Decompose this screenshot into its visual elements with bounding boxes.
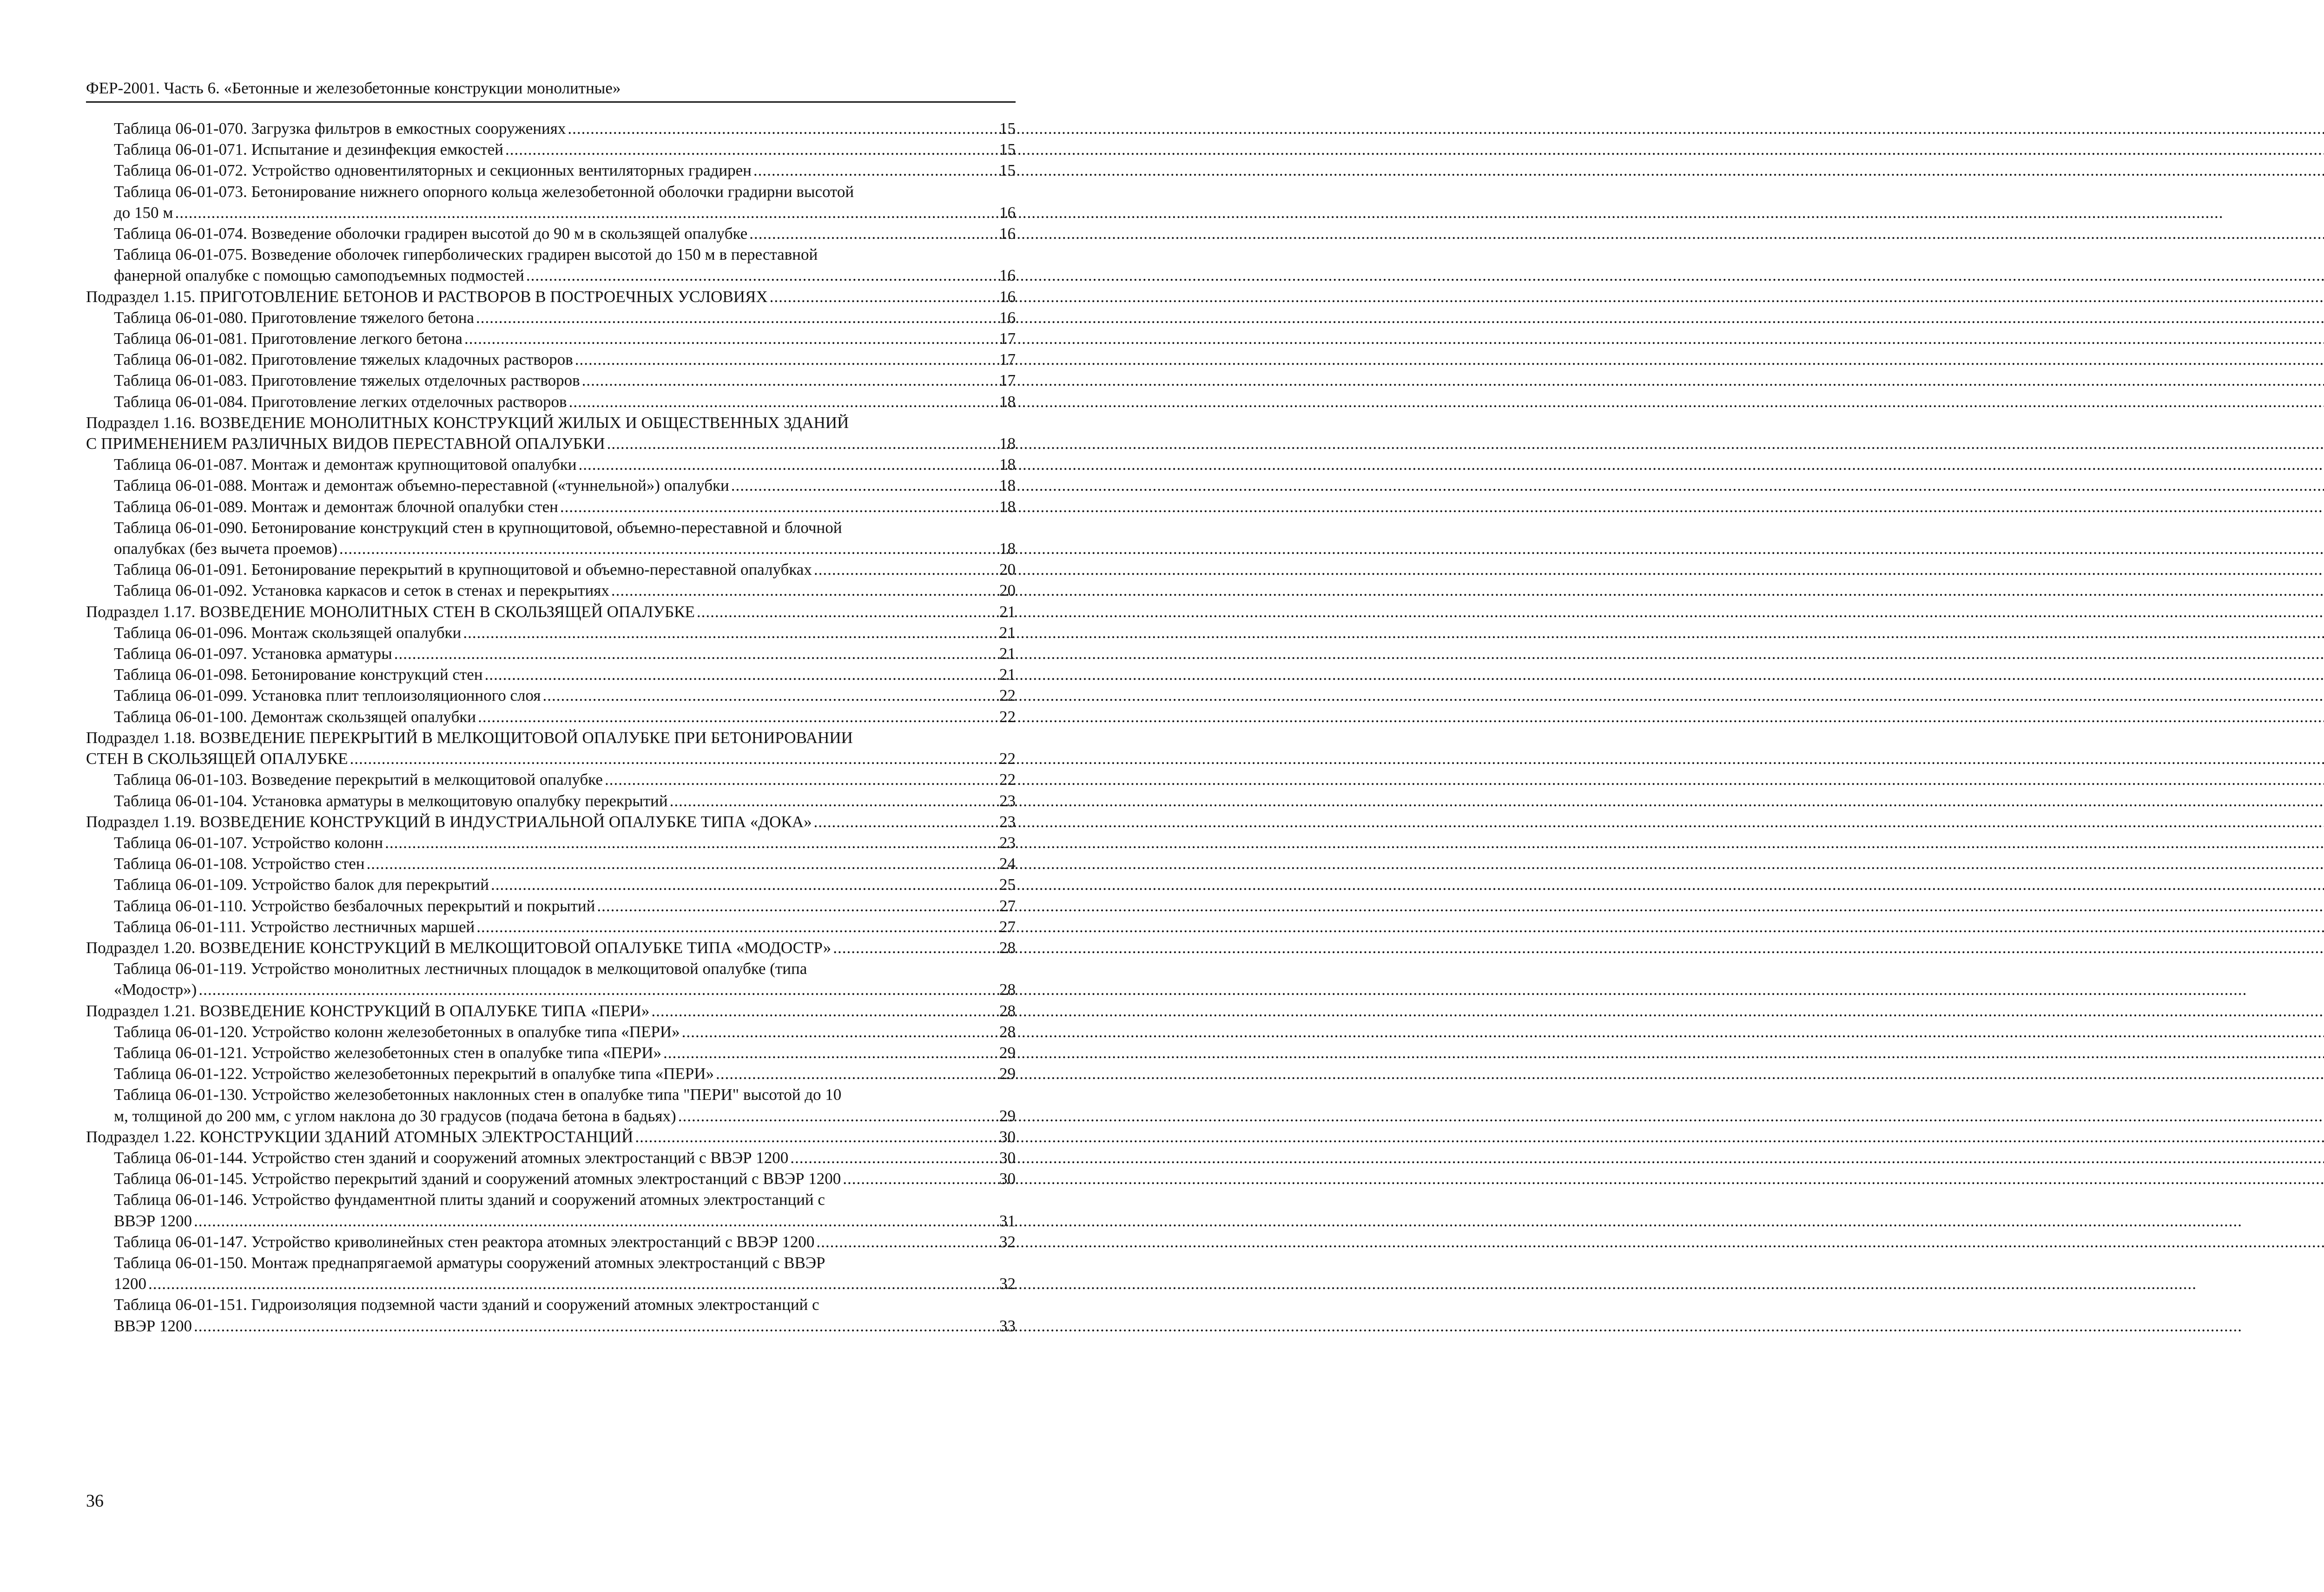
toc-entry-title: Подраздел 1.20. ВОЗВЕДЕНИЕ КОНСТРУКЦИЙ В МЕЛКОЩИТОВОЙ ОПАЛУБКЕ ТИПА «МОДОСТР» [86,938,832,957]
toc-table-entry [86,139,1016,160]
toc-entry-title: Таблица 06-01-144. Устройство стен зданий и сооружений атомных электростанций с ВВЭР 1200 [114,1148,789,1167]
dot-leader [394,643,994,664]
toc-table-entry [86,580,1016,601]
toc-entry-line [114,139,1016,160]
toc-entry-line [114,1021,1016,1042]
toc-table-entry [86,328,1016,349]
toc-entry-title: Таблица 06-01-089. Монтаж и демонтаж блочной опалубки стен [114,497,558,516]
toc-entry-title: Подраздел 1.21. ВОЗВЕДЕНИЕ КОНСТРУКЦИЙ В ОПАЛУБКЕ ТИПА «ПЕРИ» [86,1001,650,1020]
toc-table-entry [86,916,1016,937]
toc-entry-line [86,748,1016,769]
dot-leader [651,1000,994,1021]
toc-table-entry [86,391,1016,412]
toc-page-number: 16 [999,287,1016,306]
toc-page-number: 23 [999,791,1016,810]
dot-leader [463,622,994,643]
dot-leader [198,979,994,1000]
toc-entry-title: Таблица 06-01-108. Устройство стен [114,855,365,873]
toc-subsection-entry [86,811,1016,832]
toc-page-number: 28 [999,1022,1016,1041]
toc-entry-line [114,1210,1016,1231]
toc-entry-title: Таблица 06-01-088. Монтаж и демонтаж объемно-переставной («туннельной») опалубки [114,476,729,495]
dot-leader [578,454,994,475]
dot-leader [749,223,994,244]
toc-entry-title: Таблица 06-01-071. Испытание и дезинфекция емкостей [114,140,504,159]
toc-entry-line [114,307,1016,328]
toc-page-number: 28 [999,1001,1016,1020]
toc-table-entry [86,769,1016,790]
dot-leader [175,202,994,223]
toc-entry-title: фанерной опалубке с помощью самоподъемных подмостей [114,266,524,285]
toc-page-number: 16 [999,224,1016,243]
toc-page-number: 18 [999,476,1016,495]
toc-table-entry [86,1084,1016,1126]
toc-entry-title: Таблица 06-01-092. Установка каркасов и сеток в стенах и перекрытиях [114,581,609,600]
dot-leader [575,349,994,370]
toc-page-number: 17 [999,371,1016,390]
toc-entry-line [114,1147,1016,1168]
toc-entry-title: Таблица 06-01-082. Приготовление тяжелых кладочных растворов [114,350,573,369]
toc-entry-line [86,286,1016,307]
toc-entry-title: Таблица 06-01-080. Приготовление тяжелого бетона [114,308,475,327]
toc-entry-title: ВВЭР 1200 [114,1211,192,1230]
toc-entry-line [114,916,1016,937]
toc-page-number: 16 [999,308,1016,327]
toc-entry-title: опалубках (без вычета проемов) [114,539,337,558]
dot-leader [682,1021,994,1042]
toc-entry-title: Таблица 06-01-120. Устройство колонн железобетонных в опалубке типа «ПЕРИ» [114,1022,680,1041]
dot-leader [476,307,994,328]
toc-entry-title: Таблица 06-01-084. Приготовление легких отделочных растворов [114,392,567,411]
toc-table-entry [86,853,1016,874]
toc-entry-line [86,1126,1016,1147]
toc-entry-line: Таблица 06-01-119. Устройство монолитных лестничных площадок в мелкощитовой опалубке (типа [114,960,807,978]
toc-table-entry [86,475,1016,496]
toc-page-number: 21 [999,645,1016,663]
toc-entry-line [114,1316,1016,1336]
toc-entry-line [114,706,1016,727]
toc-entry-title: Подраздел 1.17. ВОЗВЕДЕНИЕ МОНОЛИТНЫХ СТЕН В СКОЛЬЗЯЩЕЙ ОПАЛУБКЕ [86,602,695,621]
toc-page-number: 28 [999,980,1016,999]
toc-entry-title: С ПРИМЕНЕНИЕМ РАЗЛИЧНЫХ ВИДОВ ПЕРЕСТАВНОЙ ОПАЛУБКИ [86,434,605,453]
toc-entry-line [114,202,1016,223]
toc-page-number: 31 [999,1211,1016,1230]
toc-entry-title: Таблица 06-01-103. Возведение перекрытий в мелкощитовой опалубке [114,770,603,789]
running-header: ФЕР-2001. Часть 6. «Бетонные и железобетонные конструкции монолитные» [86,78,1016,103]
toc-entry-line [114,475,1016,496]
toc-page-number: 20 [999,581,1016,600]
toc-page-number: 18 [999,434,1016,453]
dot-leader [753,160,994,181]
toc-table-entry [86,664,1016,685]
toc-entry-line [114,1231,1016,1252]
toc-page-number: 30 [999,1170,1016,1188]
toc-page-number: 23 [999,812,1016,831]
toc-entry-title: СТЕН В СКОЛЬЗЯЩЕЙ ОПАЛУБКЕ [86,750,348,768]
toc-entry-line [86,1000,1016,1021]
toc-table-entry [86,496,1016,517]
toc-table-entry [86,517,1016,559]
toc-page-number: 27 [999,896,1016,915]
toc-page-number: 32 [999,1232,1016,1251]
toc-entry-line: Подраздел 1.16. ВОЗВЕДЕНИЕ МОНОЛИТНЫХ КОНСТРУКЦИЙ ЖИЛЫХ И ОБЩЕСТВЕННЫХ ЗДАНИЙ [86,413,849,432]
toc-page-number: 17 [999,329,1016,348]
toc-table-entry [86,1294,1016,1336]
dot-leader [716,1063,994,1084]
dot-leader [790,1147,994,1168]
dot-leader [770,286,994,307]
toc-page-number: 21 [999,623,1016,642]
toc-page-number: 25 [999,875,1016,894]
toc-entry-title: Таблица 06-01-074. Возведение оболочки градирен высотой до 90 м в скользящей опалубке [114,224,748,243]
toc-entry-line: Таблица 06-01-150. Монтаж преднапрягаемой арматуры сооружений атомных электростанций с ВВЭР [114,1253,825,1272]
dot-leader [814,559,994,580]
toc-entry-line [114,790,1016,811]
toc-entry-line [114,769,1016,790]
toc-table-entry [86,307,1016,328]
toc-entry-line [114,1063,1016,1084]
toc-entry-line [114,160,1016,181]
toc-entry-line [114,664,1016,685]
toc-entry-line [114,328,1016,349]
toc-entry-line [114,895,1016,916]
toc-entry-line [114,622,1016,643]
toc-entry-line [114,118,1016,139]
toc-entry-line: Таблица 06-01-151. Гидроизоляция подземной части зданий и сооружений атомных электростанций с [114,1296,819,1314]
toc-entry-line [114,1105,1016,1126]
toc-entry-line [114,832,1016,853]
toc-page-number: 15 [999,119,1016,138]
toc-subsection-entry [86,1000,1016,1021]
page-number: 36 [86,1491,104,1511]
toc-page-number: 15 [999,140,1016,159]
toc-entry-title: м, толщиной до 200 мм, с углом наклона до 30 градусов (подача бетона в бадьях) [114,1106,676,1125]
toc-entry-line [114,685,1016,706]
dot-leader [194,1210,994,1231]
toc-page-number: 17 [999,350,1016,369]
dot-leader [731,475,994,496]
toc-entry-line [114,370,1016,391]
toc-entry-title: Таблица 06-01-072. Устройство одновентиляторных и секционных вентиляторных градирен [114,161,752,180]
dot-leader [611,580,994,601]
dot-leader [526,265,994,286]
toc-entry-line [114,265,1016,286]
toc-page-number: 20 [999,560,1016,579]
toc-table-entry [86,958,1016,1000]
toc-table-entry [86,706,1016,727]
toc-page-number: 30 [999,1148,1016,1167]
document-page [0,0,1098,1592]
dot-leader [476,916,994,937]
toc-entry-title: ВВЭР 1200 [114,1316,192,1335]
toc-page-number: 18 [999,497,1016,516]
toc-table-entry [86,790,1016,811]
toc-entry-line: Таблица 06-01-130. Устройство железобетонных наклонных стен в опалубке типа "ПЕРИ" высотой до 10 [114,1085,842,1104]
toc-table-entry [86,1231,1016,1252]
toc-entry-title: Таблица 06-01-109. Устройство балок для перекрытий [114,875,489,894]
toc-page-number: 22 [999,750,1016,768]
toc-entry-title: Подраздел 1.19. ВОЗВЕДЕНИЕ КОНСТРУКЦИЙ В ИНДУСТРИАЛЬНОЙ ОПАЛУБКЕ ТИПА «ДОКА» [86,812,812,831]
toc-subsection-entry [86,412,1016,454]
toc-entry-line [114,1168,1016,1189]
toc-entry-title: Таблица 06-01-098. Бетонирование конструкций стен [114,665,483,684]
toc-entry-line: Таблица 06-01-073. Бетонирование нижнего опорного кольца железобетонной оболочки градирни высотой [114,182,854,201]
toc-page-number: 18 [999,392,1016,411]
toc-table-entry [86,223,1016,244]
toc-table-entry [86,1252,1016,1294]
toc-page-number: 30 [999,1127,1016,1146]
toc-subsection-entry [86,1126,1016,1147]
toc-entry-title: Подраздел 1.22. КОНСТРУКЦИИ ЗДАНИЙ АТОМНЫХ ЭЛЕКТРОСТАНЦИЙ [86,1127,634,1146]
toc-entry-line: Таблица 06-01-075. Возведение оболочек гиперболических градирен высотой до 150 м в переставной [114,245,818,264]
toc-entry-line [114,853,1016,874]
toc-entry-line [86,811,1016,832]
toc-entry-line [114,1273,1016,1294]
toc-entry-line [114,496,1016,517]
toc-table-entry [86,622,1016,643]
toc-entry-line [86,433,1016,454]
toc-table-entry [86,1168,1016,1189]
toc-entry-title: Таблица 06-01-145. Устройство перекрытий зданий и сооружений атомных электростанций с ВВЭР 1200 [114,1170,841,1188]
toc-entry-title: Таблица 06-01-091. Бетонирование перекрытий в крупнощитовой и объемно-переставной опалубках [114,560,812,579]
toc-table-entry [86,244,1016,286]
dot-leader [678,1105,994,1126]
toc-table-entry [86,1063,1016,1084]
toc-table-entry [86,118,1016,139]
toc-page-number: 18 [999,539,1016,558]
toc-table-entry [86,349,1016,370]
dot-leader [816,1231,994,1252]
toc-table-entry [86,160,1016,181]
toc-page-number: 28 [999,938,1016,957]
toc-entry-title: Таблица 06-01-107. Устройство колонн [114,833,383,852]
dot-leader [697,601,994,622]
toc-entry-title: Таблица 06-01-121. Устройство железобетонных стен в опалубке типа «ПЕРИ» [114,1043,662,1062]
toc-entry-title: Таблица 06-01-081. Приготовление легкого бетона [114,329,462,348]
dot-leader [560,496,994,517]
toc-entry-line [114,874,1016,895]
toc-page-number: 22 [999,686,1016,705]
toc-entry-line: Подраздел 1.18. ВОЗВЕДЕНИЕ ПЕРЕКРЫТИЙ В МЕЛКОЩИТОВОЙ ОПАЛУБКЕ ПРИ БЕТОНИРОВАНИИ [86,728,853,747]
toc-page-number: 24 [999,855,1016,873]
toc-entry-title: до 150 м [114,203,173,222]
dot-leader [464,328,994,349]
toc-entry-title: Таблица 06-01-100. Демонтаж скользящей опалубки [114,707,476,726]
dot-leader [635,1126,994,1147]
dot-leader [367,853,994,874]
toc-table-entry [86,1147,1016,1168]
toc-page-number: 22 [999,707,1016,726]
toc-page-number: 29 [999,1106,1016,1125]
toc-table-entry [86,559,1016,580]
toc-entry-line [114,223,1016,244]
dot-leader [843,1168,994,1189]
toc-subsection-entry [86,286,1016,307]
toc-entry-line: Таблица 06-01-090. Бетонирование конструкций стен в крупнощитовой, объемно-переставной и блочной [114,518,842,537]
toc-entry-title: Таблица 06-01-147. Устройство криволинейных стен реактора атомных электростанций с ВВЭР 1200 [114,1232,815,1251]
dot-leader [582,370,994,391]
dot-leader [605,769,994,790]
toc-table-entry [86,1042,1016,1063]
table-of-contents [86,118,1016,1336]
toc-table-entry [86,454,1016,475]
toc-entry-title: Таблица 06-01-083. Приготовление тяжелых отделочных растворов [114,371,580,390]
dot-leader [568,118,994,139]
toc-table-entry [86,895,1016,916]
toc-table-entry [86,832,1016,853]
toc-entry-title: Таблица 06-01-070. Загрузка фильтров в емкостных сооружениях [114,119,566,138]
toc-page-number: 27 [999,917,1016,936]
toc-entry-title: Подраздел 1.15. ПРИГОТОВЛЕНИЕ БЕТОНОВ И РАСТВОРОВ В ПОСТРОЕЧНЫХ УСЛОВИЯХ [86,287,768,306]
dot-leader [663,1042,994,1063]
dot-leader [350,748,994,769]
toc-page-number: 15 [999,161,1016,180]
dot-leader [670,790,994,811]
dot-leader [569,391,994,412]
toc-entry-line [86,937,1016,958]
toc-entry-line: Таблица 06-01-146. Устройство фундаментной плиты зданий и сооружений атомных электростанций с [114,1191,825,1209]
toc-table-entry [86,1189,1016,1231]
toc-page-number: 16 [999,203,1016,222]
toc-page-number: 33 [999,1316,1016,1335]
dot-leader [194,1316,994,1336]
dot-leader [491,874,994,895]
toc-entry-line [114,1042,1016,1063]
toc-entry-title: Таблица 06-01-110. Устройство безбалочных перекрытий и покрытий [114,896,595,915]
toc-entry-title: 1200 [114,1275,146,1293]
toc-table-entry [86,643,1016,664]
toc-table-entry [86,181,1016,223]
toc-entry-title: Таблица 06-01-087. Монтаж и демонтаж крупнощитовой опалубки [114,455,577,474]
toc-entry-line [114,643,1016,664]
toc-page-number: 21 [999,602,1016,621]
toc-page-number: 29 [999,1065,1016,1083]
toc-page-number: 16 [999,266,1016,285]
toc-page-number: 32 [999,1275,1016,1293]
toc-table-entry [86,370,1016,391]
toc-entry-line [114,559,1016,580]
dot-leader [505,139,994,160]
toc-table-entry [86,1021,1016,1042]
dot-leader [542,685,994,706]
dot-leader [607,433,994,454]
toc-entry-title: Таблица 06-01-111. Устройство лестничных маршей [114,917,475,936]
toc-entry-line [114,454,1016,475]
toc-page-number: 21 [999,665,1016,684]
toc-entry-line [114,391,1016,412]
toc-table-entry [86,874,1016,895]
dot-leader [814,811,995,832]
dot-leader [833,937,994,958]
toc-entry-line [114,349,1016,370]
toc-subsection-entry [86,937,1016,958]
toc-entry-title: Таблица 06-01-104. Установка арматуры в мелкощитовую опалубку перекрытий [114,791,668,810]
toc-page-number: 22 [999,770,1016,789]
toc-entry-line [114,580,1016,601]
dot-leader [597,895,994,916]
dot-leader [148,1273,994,1294]
toc-entry-title: Таблица 06-01-122. Устройство железобетонных перекрытий в опалубке типа «ПЕРИ» [114,1065,714,1083]
toc-table-entry [86,685,1016,706]
toc-subsection-entry [86,601,1016,622]
toc-entry-title: Таблица 06-01-096. Монтаж скользящей опалубки [114,623,462,642]
toc-entry-title: Таблица 06-01-099. Установка плит теплоизоляционного слоя [114,686,541,705]
toc-entry-line [114,979,1016,1000]
toc-subsection-entry [86,727,1016,769]
dot-leader [478,706,994,727]
toc-entry-line [114,538,1016,559]
toc-page-number: 18 [999,455,1016,474]
dot-leader [339,538,994,559]
dot-leader [485,664,994,685]
toc-entry-title: «Модостр») [114,980,197,999]
toc-entry-line [86,601,1016,622]
toc-entry-title: Таблица 06-01-097. Установка арматуры [114,645,392,663]
toc-page-number: 29 [999,1043,1016,1062]
dot-leader [385,832,994,853]
toc-page-number: 23 [999,833,1016,852]
